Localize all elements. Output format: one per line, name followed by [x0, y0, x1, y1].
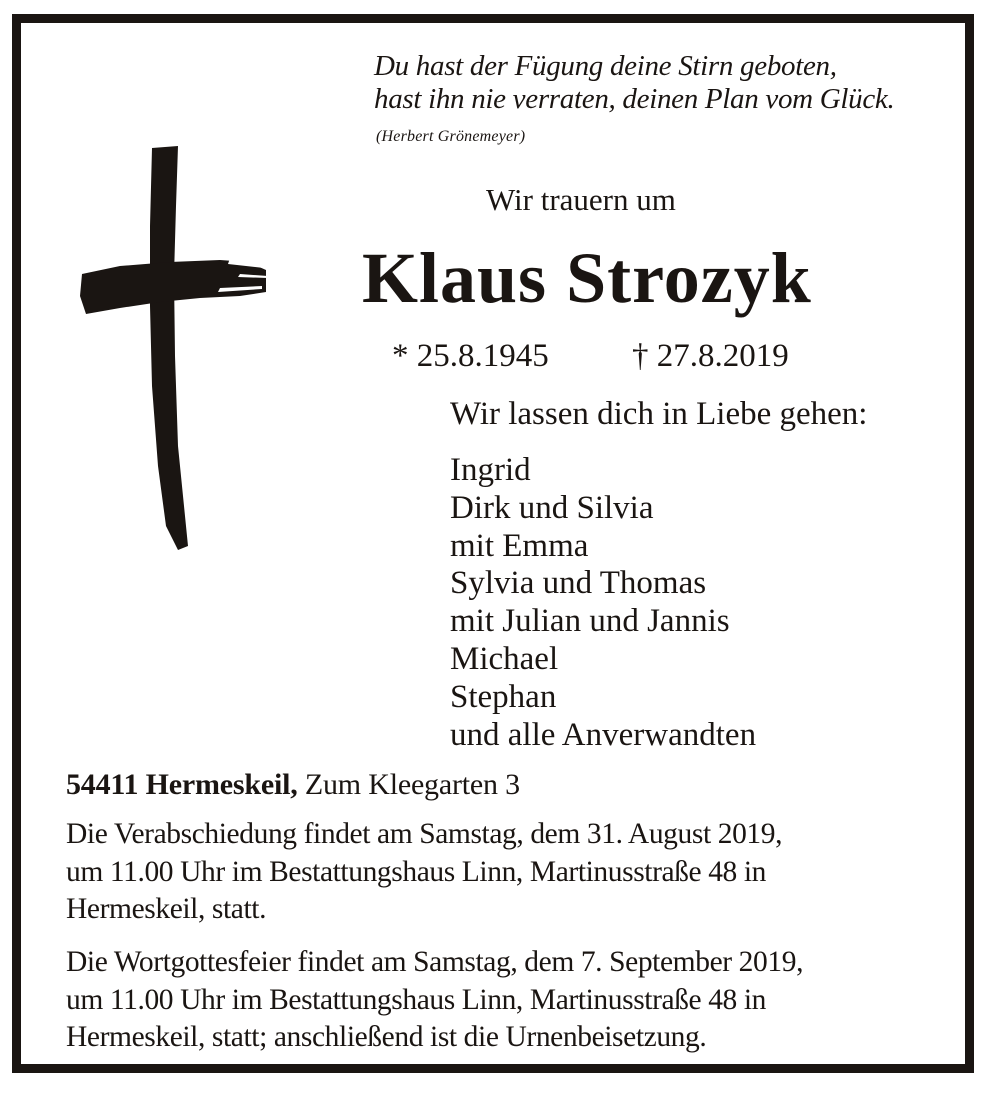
announcement-line: um 11.00 Uhr im Bestattungshaus Linn, Martinusstraße 48 in: [66, 855, 767, 888]
farewell-ceremony-announcement: [66, 816, 946, 929]
mourner-item: mit Emma: [450, 527, 589, 564]
address-street: Zum Kleegarten 3: [297, 768, 520, 801]
quote-author: (Herbert Grönemeyer): [376, 128, 526, 145]
address-city: 54411 Hermeskeil,: [66, 768, 298, 801]
mourner-item: Sylvia und Thomas: [450, 565, 707, 602]
mourner-item: Dirk und Silvia: [450, 489, 654, 526]
service-announcement: [66, 944, 946, 1057]
announcement-line: Die Wortgottesfeier findet am Samstag, dem 7. September 2019,: [66, 946, 804, 978]
mourning-heading: Wir trauern um: [486, 182, 676, 217]
deceased-name: Klaus Strozyk: [362, 238, 812, 318]
mourner-item: Ingrid: [450, 452, 531, 488]
quote-line: hast ihn nie verraten, deinen Plan vom Glück.: [374, 83, 895, 115]
mourner-item: und alle Anverwandten: [450, 716, 757, 753]
announcement-line: Hermeskeil, statt.: [66, 893, 267, 925]
quote-line: Du hast der Fügung deine Stirn geboten,: [374, 50, 837, 82]
mourner-item: Stephan: [450, 678, 557, 715]
mourners-list: [450, 452, 756, 754]
death-date: † 27.8.2019: [632, 338, 789, 374]
announcement-line: Die Verabschiedung findet am Samstag, dem 31. August 2019,: [66, 818, 783, 850]
quote: [374, 50, 894, 116]
announcement-line: Hermeskeil, statt; anschließend ist die Urnenbeisetzung.: [66, 1021, 707, 1053]
announcement-line: um 11.00 Uhr im Bestattungshaus Linn, Martinusstraße 48 in: [66, 983, 767, 1016]
mourner-item: Michael: [450, 640, 559, 677]
cross-icon: [80, 146, 270, 556]
mourner-item: mit Julian und Jannis: [450, 603, 730, 640]
birth-date: * 25.8.1945: [392, 338, 549, 374]
family-address: [66, 768, 520, 802]
farewell-line: Wir lassen dich in Liebe gehen:: [450, 396, 868, 432]
